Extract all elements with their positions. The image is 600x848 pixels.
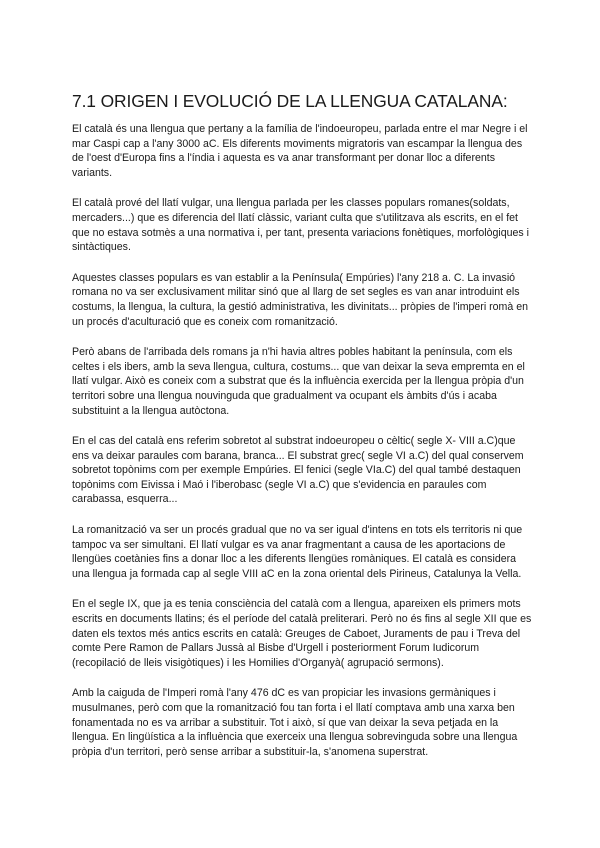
paragraph-origin: El català és una llengua que pertany a la família de l'indoeuropeu, parlada entre el mar Negre i el mar Caspi cap a l'any 3000 aC. Els diferents moviments migratoris van escampar la llengua des de l'oest d'Europa fins a l'índia i aquesta es va anar transformant per donar lloc a diferents variants. bbox=[72, 123, 528, 179]
paragraph-vulgar-latin: El català prové del llatí vulgar, una llengua parlada per les classes populars romanes(soldats, mercaders...) que es diferencia del llatí clàssic, variant culta que s'utilitzava als escrits, en el fet que no estava sotmès a una normativa i, per tant, presenta variacions fonètiques, morfològiques i sintàctiques. bbox=[72, 197, 529, 254]
paragraph-substrate-catalan: En el cas del català ens referim sobretot al substrat indoeuropeu o cèltic( segle X- VIII a.C)que ens va deixar paraules com barana, branca... El substrat grec( segle VI a.C) del qual conservem sobretot topònims com per exemple Empúries. El fenici (segle VIa.C) del qual també destaquen topònims com Eivissa i Maó i l'iberobasc (segle VI a.C) que s'evidencia en paraules com carabassa, esquerra... bbox=[72, 435, 524, 506]
paragraph-romanization: Aquestes classes populars es van establir a la Península( Empúries) l'any 218 a. C. La invasió romana no va ser exclusivament militar sinó que al llarg de set segles es van anar introduint els costums, la llengua, la cultura, la gestió administrativa, les divinitats... pròpies de l'imperi romà en un procés d'aculturació que es coneix com romanització. bbox=[72, 271, 528, 328]
page-title: 7.1 ORIGEN I EVOLUCIÓ DE LA LLENGUA CATALANA: bbox=[72, 91, 508, 111]
document-page bbox=[72, 90, 532, 775]
paragraph-romance-languages: La romanització va ser un procés gradual que no va ser igual d'intens en tots els territoris ni que tampoc va ser simultani. El llatí vulgar es va anar fragmentant a causa de les aportacions de llengües coetànies fins a donar lloc a les diferents llengües romàniques. El català es considera una llengua ja formada cap al segle VIII aC en la zona oriental dels Pirineus, Catalunya la Vella. bbox=[72, 524, 523, 580]
paragraph-early-texts: En el segle IX, que ja es tenia consciència del català com a llengua, apareixen els primers mots escrits en documents llatins; és el període del català preliterari. Però no és fins al segle XII que es daten els textos més antics escrits en català: Greuges de Caboet, Juraments de pau i Treva del comte Pere Ramon de Pallars Jussà al Bisbe d'Urgell i posteriorment Forum Iudicorum (recopilació de lleis visigòtiques) i les Homilies d'Organyà( agrupació sermons). bbox=[72, 598, 532, 669]
paragraph-substrate: Però abans de l'arribada dels romans ja n'hi havia altres pobles habitant la península, com els celtes i els ibers, amb la seva llengua, cultura, costums... que van deixar la seva empremta en el llatí vulgar. Això es coneix com a substrat que és la influència exercida per la llengua pròpia d'un territori sobre una llengua nouvinguda que gradualment va ocupant els àmbits d'ús i acaba substituint a la llengua autòctona. bbox=[72, 346, 525, 417]
paragraph-superstrate: Amb la caiguda de l'Imperi romà l'any 476 dC es van propiciar les invasions germàniques i musulmanes, però com que la romanització fou tan forta i el llatí comptava amb una xarxa ben fonamentada no es va arribar a substituir. Tot i això, sí que van deixar la seva petjada en la llengua. En lingüística a la influència que exerceix una llengua sobrevinguda sobre una llengua pròpia d'un territori, però sense arribar a substituir-la, s'anomena superstrat. bbox=[72, 687, 518, 758]
